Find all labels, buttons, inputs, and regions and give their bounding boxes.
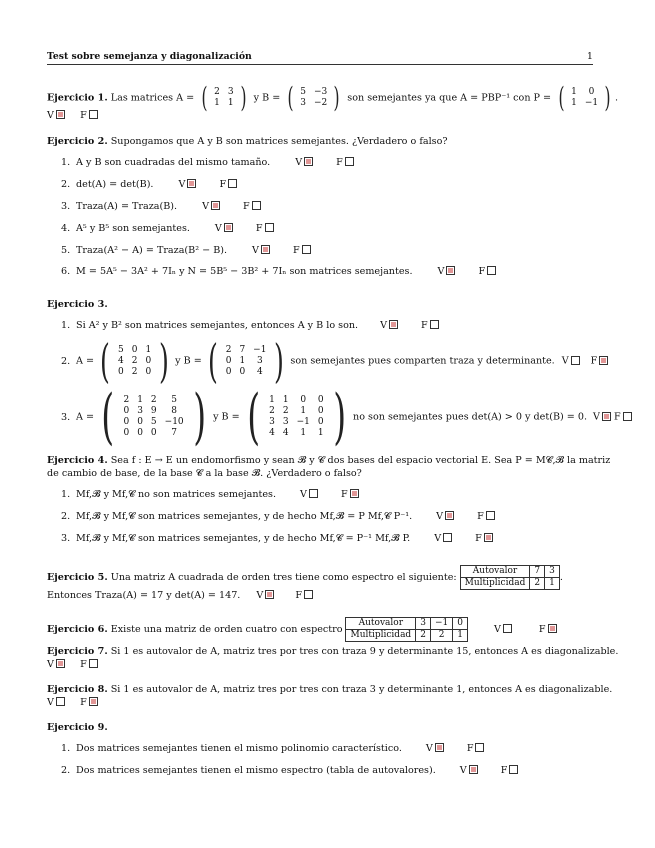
- v-checkbox[interactable]: [571, 356, 580, 365]
- matrix-row: [222, 367, 271, 378]
- f-label: F: [590, 355, 598, 367]
- e4-item-1: [61, 489, 362, 500]
- matrix-cell: −1: [296, 417, 310, 427]
- item-text: Dos matrices semejantes tienen el mismo polinomio característico.: [76, 743, 402, 754]
- v-checkbox[interactable]: [187, 179, 196, 188]
- matrix-cell: 0: [300, 395, 307, 405]
- e4-item-2: [61, 511, 498, 522]
- table-cell: 1: [453, 630, 468, 642]
- matrix-cell: 0: [145, 366, 152, 377]
- matrix-cell: 5: [150, 417, 157, 427]
- v-label: V: [436, 511, 444, 522]
- item-text: y B =: [213, 411, 240, 423]
- matrix-row: [567, 98, 602, 109]
- item-text: Si A² y B² son matrices semejantes, entonces A y B lo son.: [76, 320, 359, 331]
- matrix-row: [265, 395, 327, 406]
- item-num: 6.: [61, 266, 71, 277]
- matrix-cell: −10: [164, 417, 184, 427]
- matrix-cell: 3: [269, 417, 275, 427]
- f-label: F: [477, 511, 484, 522]
- matrix-cell: 1: [317, 428, 324, 438]
- v-checkbox[interactable]: [211, 201, 220, 210]
- matrix-cell: 1: [300, 428, 307, 438]
- f-checkbox[interactable]: [89, 110, 98, 119]
- f-checkbox[interactable]: [599, 356, 608, 365]
- v-checkbox[interactable]: [56, 697, 65, 706]
- v-checkbox[interactable]: [446, 266, 455, 275]
- e7-line: [47, 646, 618, 657]
- matrix-cell: 1: [239, 355, 246, 366]
- e3-label: Ejercicio 3.: [47, 299, 108, 310]
- v-label: V: [252, 245, 259, 256]
- v-checkbox[interactable]: [304, 157, 313, 166]
- matrix-cell: 1: [282, 395, 289, 405]
- e1-end: .: [615, 92, 619, 104]
- e2-item-3: [61, 201, 264, 212]
- matrix-cell: 2: [282, 406, 289, 416]
- matrix-row: [265, 406, 327, 417]
- matrix-cell: 3: [282, 417, 289, 427]
- matrix-cell: 1: [145, 344, 152, 355]
- f-checkbox[interactable]: [345, 157, 354, 166]
- matrix-row: [114, 356, 155, 367]
- item-num: 3.: [61, 201, 71, 212]
- item-num: 2.: [61, 355, 71, 367]
- e3-3-matrix-b: ( 1 1 0 0 2 2 1 0 3 3 −1 0 4 4 1 1 ): [246, 382, 346, 452]
- matrix-cell: 0: [123, 417, 130, 427]
- item-num: 3.: [61, 411, 71, 423]
- matrix-cell: 0: [317, 395, 324, 405]
- item-num: 4.: [61, 223, 71, 234]
- e6-text: Existe una matriz de orden cuatro con espectro: [110, 624, 343, 635]
- e1-matrix-b: ( 5 −3 3 −2 ): [287, 81, 340, 114]
- v-label: V: [47, 659, 54, 670]
- item-text: det(A) = det(B).: [76, 179, 154, 190]
- table-cell: 3: [545, 566, 560, 578]
- matrix-row: [119, 417, 187, 428]
- v-label: V: [593, 411, 600, 423]
- item-text: M = 5A⁵ − 3A² + 7Iₙ y N = 5B⁵ − 3B² + 7Iₙ son matrices semejantes.: [76, 266, 413, 277]
- v-label: V: [493, 624, 501, 635]
- f-checkbox[interactable]: [548, 624, 557, 633]
- matrix-cell: 0: [239, 366, 246, 377]
- item-num: 5.: [61, 245, 71, 256]
- item-text: A y B son cuadradas del mismo tamaño.: [76, 157, 271, 168]
- v-label: V: [295, 157, 303, 168]
- item-text: no son semejantes pues det(A) > 0 y det(B) = 0.: [353, 411, 588, 423]
- matrix-cell: 5: [300, 87, 306, 97]
- matrix-cell: 4: [117, 355, 124, 366]
- e4-item-3: [61, 533, 496, 544]
- e3-item-3: [61, 382, 635, 452]
- matrix-cell: 5: [171, 395, 178, 405]
- matrix-cell: 2: [214, 87, 220, 97]
- matrix-cell: 9: [150, 406, 157, 416]
- matrix-row: [265, 428, 327, 439]
- e1-label: Ejercicio 1.: [47, 92, 108, 104]
- matrix-cell: 2: [131, 366, 138, 377]
- matrix-cell: 0: [317, 417, 324, 427]
- f-label: F: [80, 659, 87, 670]
- matrix-cell: 1: [571, 87, 577, 97]
- f-label: F: [336, 157, 343, 168]
- matrix-row: [114, 345, 155, 356]
- v-label: V: [47, 697, 54, 708]
- matrix-row: [119, 395, 187, 406]
- matrix-cell: 7: [171, 428, 178, 438]
- matrix-cell: 0: [145, 355, 152, 366]
- item-num: 2.: [61, 179, 71, 190]
- f-checkbox[interactable]: [302, 245, 311, 254]
- matrix-cell: 1: [227, 98, 234, 108]
- v-label: V: [561, 355, 569, 367]
- item-text: Traza(A² − A) = Traza(B² − B).: [76, 245, 228, 256]
- table-cell: 0: [453, 618, 468, 630]
- matrix-cell: 3: [300, 98, 306, 108]
- e9-title: [47, 722, 108, 733]
- matrix-cell: 2: [123, 395, 130, 405]
- f-label: F: [475, 533, 482, 544]
- f-checkbox[interactable]: [484, 533, 493, 542]
- e6-line: [47, 617, 560, 642]
- f-label: F: [500, 765, 508, 776]
- v-checkbox[interactable]: [56, 110, 65, 119]
- f-label: F: [80, 110, 87, 121]
- matrix-cell: 2: [225, 344, 232, 355]
- f-label: F: [243, 201, 250, 212]
- matrix-cell: 7: [239, 344, 246, 355]
- v-checkbox[interactable]: [389, 320, 398, 329]
- e5-line: Ejercicio 5. Una matriz A cuadrada de orden tres tiene como espectro el siguiente:Autovalor 7 3 Multiplicidad 2 1 .: [47, 566, 563, 588]
- f-checkbox[interactable]: [89, 659, 98, 668]
- matrix-row: [222, 356, 271, 367]
- item-text: A =: [76, 355, 95, 367]
- e2-item-6: [61, 266, 499, 277]
- v-label: V: [425, 743, 433, 754]
- table-cell: 2: [416, 630, 431, 642]
- v-checkbox[interactable]: [469, 765, 478, 774]
- e1-line: [47, 81, 619, 114]
- table-cell: 2: [430, 630, 452, 642]
- e2-label: Ejercicio 2.: [47, 136, 108, 147]
- v-label: V: [256, 590, 264, 601]
- matrix-cell: 0: [123, 406, 130, 416]
- e5-spectrum-table: [460, 565, 560, 590]
- matrix-cell: 4: [269, 428, 275, 438]
- v-label: V: [459, 765, 467, 776]
- matrix-cell: −1: [584, 98, 599, 108]
- matrix-cell: 1: [300, 406, 307, 416]
- e7-label: Ejercicio 7.: [47, 646, 108, 657]
- matrix-cell: 0: [150, 428, 157, 438]
- f-label: F: [292, 245, 300, 256]
- f-checkbox[interactable]: [252, 201, 261, 210]
- matrix-row: [114, 367, 155, 378]
- item-text: Mf,𝓑 y Mf,𝓒 no son matrices semejantes.: [76, 489, 277, 500]
- v-checkbox[interactable]: [443, 533, 452, 542]
- item-text: A⁵ y B⁵ son semejantes.: [76, 223, 190, 234]
- table-row: [346, 618, 467, 630]
- table-cell: 1: [545, 578, 560, 590]
- item-num: 1.: [61, 320, 71, 331]
- matrix-row: [567, 87, 602, 98]
- item-text: son semejantes pues comparten traza y determinante.: [290, 355, 555, 367]
- f-checkbox[interactable]: [304, 590, 313, 599]
- v-checkbox[interactable]: [265, 590, 274, 599]
- item-text: Traza(A) = Traza(B).: [76, 201, 178, 212]
- matrix-cell: −2: [313, 98, 328, 108]
- matrix-row: [265, 417, 327, 428]
- e5-text-2: Entonces Traza(A) = 17 y det(A) = 147.: [47, 590, 241, 601]
- v-label: V: [178, 179, 186, 190]
- f-label: F: [478, 266, 486, 277]
- matrix-row: [119, 428, 187, 439]
- v-label: V: [214, 223, 222, 234]
- matrix-cell: 0: [225, 366, 232, 377]
- item-text: A =: [76, 411, 95, 423]
- e3-item-1: [61, 320, 442, 331]
- e6-spectrum-table: [345, 617, 467, 642]
- matrix-cell: 2: [131, 355, 138, 366]
- item-text: y B =: [175, 355, 202, 367]
- table-cell: 3: [416, 618, 431, 630]
- matrix-cell: −3: [313, 87, 328, 97]
- v-label: V: [437, 266, 445, 277]
- f-checkbox[interactable]: [623, 412, 632, 421]
- matrix-cell: 3: [227, 87, 234, 97]
- matrix-row: [210, 98, 237, 109]
- table-cell: Multiplicidad: [460, 578, 530, 590]
- e8-line: [47, 684, 612, 695]
- e3-title: [47, 299, 108, 310]
- matrix-cell: 8: [171, 406, 178, 416]
- matrix-row: [222, 345, 271, 356]
- e1-text-c: son semejantes ya que A = PBP⁻¹ con P =: [347, 92, 552, 104]
- v-checkbox[interactable]: [56, 659, 65, 668]
- e4-line-2: [47, 468, 362, 479]
- f-checkbox[interactable]: [487, 266, 496, 275]
- table-cell: 7: [530, 566, 545, 578]
- item-num: 2.: [61, 511, 71, 522]
- item-num: 1.: [61, 489, 71, 500]
- table-cell: Autovalor: [346, 618, 416, 630]
- f-label: F: [538, 624, 546, 635]
- f-checkbox[interactable]: [509, 765, 518, 774]
- v-checkbox[interactable]: [261, 245, 270, 254]
- table-cell: Multiplicidad: [346, 630, 416, 642]
- v-label: V: [47, 110, 54, 121]
- v-checkbox[interactable]: [309, 489, 318, 498]
- f-checkbox[interactable]: [350, 489, 359, 498]
- e3-2-matrix-a: ( 5 0 1 4 2 0 0 2 0 ): [100, 334, 170, 388]
- matrix-cell: 4: [256, 366, 263, 377]
- matrix-row: [210, 87, 237, 98]
- matrix-cell: 1: [137, 395, 143, 405]
- v-checkbox[interactable]: [602, 412, 611, 421]
- f-label: F: [80, 697, 87, 708]
- e1-matrix-p: ( 1 0 1 −1 ): [558, 81, 611, 114]
- item-num: 1.: [61, 743, 71, 754]
- matrix-cell: 0: [123, 428, 130, 438]
- matrix-cell: 0: [137, 417, 143, 427]
- f-label: F: [613, 411, 621, 423]
- v-checkbox[interactable]: [224, 223, 233, 232]
- e8-text: Si 1 es autovalor de A, matriz tres por tres con traza 3 y determinante 1, entonces A es diagonalizable.: [110, 684, 613, 695]
- matrix-row: [119, 406, 187, 417]
- f-checkbox[interactable]: [89, 697, 98, 706]
- e2-item-4: [61, 223, 277, 234]
- v-checkbox[interactable]: [503, 624, 512, 633]
- e4-line-1: [47, 455, 610, 466]
- e4-text-2: de cambio de base, de la base 𝓒 a la base 𝓑. ¿Verdadero o falso?: [47, 468, 362, 479]
- e9-item-2: [61, 765, 521, 776]
- matrix-cell: 0: [137, 428, 143, 438]
- table-cell: Autovalor: [460, 566, 530, 578]
- e7-text: Si 1 es autovalor de A, matriz tres por tres con traza 9 y determinante 15, entonces A es diagonalizable.: [110, 646, 619, 657]
- matrix-cell: −1: [253, 344, 267, 355]
- v-label: V: [202, 201, 210, 212]
- matrix-cell: 0: [317, 406, 324, 416]
- matrix-row: [296, 98, 331, 109]
- f-checkbox[interactable]: [265, 223, 274, 232]
- e1-text-b: y B =: [253, 92, 281, 104]
- table-row: [460, 566, 559, 578]
- e7-answer: [47, 659, 101, 670]
- item-num: 1.: [61, 157, 71, 168]
- e2-item-2: [61, 179, 240, 190]
- f-label: F: [421, 320, 428, 331]
- table-row: [346, 630, 467, 642]
- matrix-cell: 0: [131, 344, 138, 355]
- e8-answer: [47, 697, 101, 708]
- matrix-cell: 1: [571, 98, 577, 108]
- e1-matrix-a: ( 2 3 1 1 ): [201, 81, 247, 114]
- e5-label: Ejercicio 5.: [47, 572, 108, 583]
- table-cell: −1: [430, 618, 452, 630]
- matrix-cell: 1: [269, 395, 275, 405]
- e2-intro: [47, 136, 448, 147]
- matrix-cell: 2: [150, 395, 157, 405]
- matrix-cell: 1: [214, 98, 220, 108]
- e9-item-1: [61, 743, 487, 754]
- f-checkbox[interactable]: [475, 743, 484, 752]
- v-label: V: [300, 489, 307, 500]
- f-checkbox[interactable]: [486, 511, 495, 520]
- e3-item-2: [61, 334, 611, 388]
- f-checkbox[interactable]: [228, 179, 237, 188]
- e2-item-5: [61, 245, 314, 256]
- e5-text: Una matriz A cuadrada de orden tres tiene como espectro el siguiente:: [110, 572, 457, 583]
- item-num: 2.: [61, 765, 71, 776]
- page-number: 1: [586, 51, 593, 62]
- matrix-cell: 0: [588, 87, 595, 97]
- f-label: F: [295, 590, 302, 601]
- matrix-cell: 2: [269, 406, 275, 416]
- item-text: Dos matrices semejantes tienen el mismo espectro (tabla de autovalores).: [76, 765, 436, 776]
- matrix-cell: 3: [256, 355, 263, 366]
- v-label: V: [434, 533, 442, 544]
- item-text: Mf,𝓑 y Mf,𝓒 son matrices semejantes, y de hecho Mf,𝓒 = P⁻¹ Mf,𝓑 P.: [76, 533, 411, 544]
- e9-label: Ejercicio 9.: [47, 722, 108, 733]
- e3-3-matrix-a: ( 2 1 2 5 0 3 9 8 0 0 5 −10 0 0 0 7 ): [101, 382, 206, 452]
- matrix-cell: 0: [117, 366, 124, 377]
- v-label: V: [380, 320, 388, 331]
- matrix-cell: 3: [137, 406, 143, 416]
- e4-label: Ejercicio 4.: [47, 455, 108, 466]
- f-label: F: [340, 489, 348, 500]
- f-label: F: [255, 223, 263, 234]
- e1-text-a: Las matrices A =: [110, 92, 195, 104]
- f-label: F: [466, 743, 474, 754]
- item-num: 3.: [61, 533, 71, 544]
- item-text: Mf,𝓑 y Mf,𝓒 son matrices semejantes, y de hecho Mf,𝓑 = P Mf,𝓒 P⁻¹.: [76, 511, 413, 522]
- e2-item-1: [61, 157, 357, 168]
- e1-answer: [47, 110, 101, 121]
- e5-line-2: [47, 590, 316, 601]
- matrix-row: [296, 87, 331, 98]
- header-title: Test sobre semejanza y diagonalización: [47, 51, 252, 62]
- e8-label: Ejercicio 8.: [47, 684, 108, 695]
- e2-intro-text: Supongamos que A y B son matrices semejantes. ¿Verdadero o falso?: [110, 136, 448, 147]
- v-checkbox[interactable]: [435, 743, 444, 752]
- page-header: [47, 50, 593, 65]
- matrix-cell: 4: [282, 428, 289, 438]
- e6-label: Ejercicio 6.: [47, 624, 108, 635]
- matrix-cell: 0: [225, 355, 232, 366]
- table-cell: 2: [530, 578, 545, 590]
- matrix-cell: 5: [117, 344, 124, 355]
- table-row: [460, 578, 559, 590]
- f-label: F: [219, 179, 227, 190]
- v-checkbox[interactable]: [445, 511, 454, 520]
- f-checkbox[interactable]: [430, 320, 439, 329]
- e3-2-matrix-b: ( 2 7 −1 0 1 3 0 0 4 ): [207, 334, 285, 388]
- e4-text-1: Sea f : E → E un endomorfismo y sean 𝓑 y 𝓒 dos bases del espacio vectorial E. Sea P = M𝓒,𝓑 la matriz: [110, 455, 611, 466]
